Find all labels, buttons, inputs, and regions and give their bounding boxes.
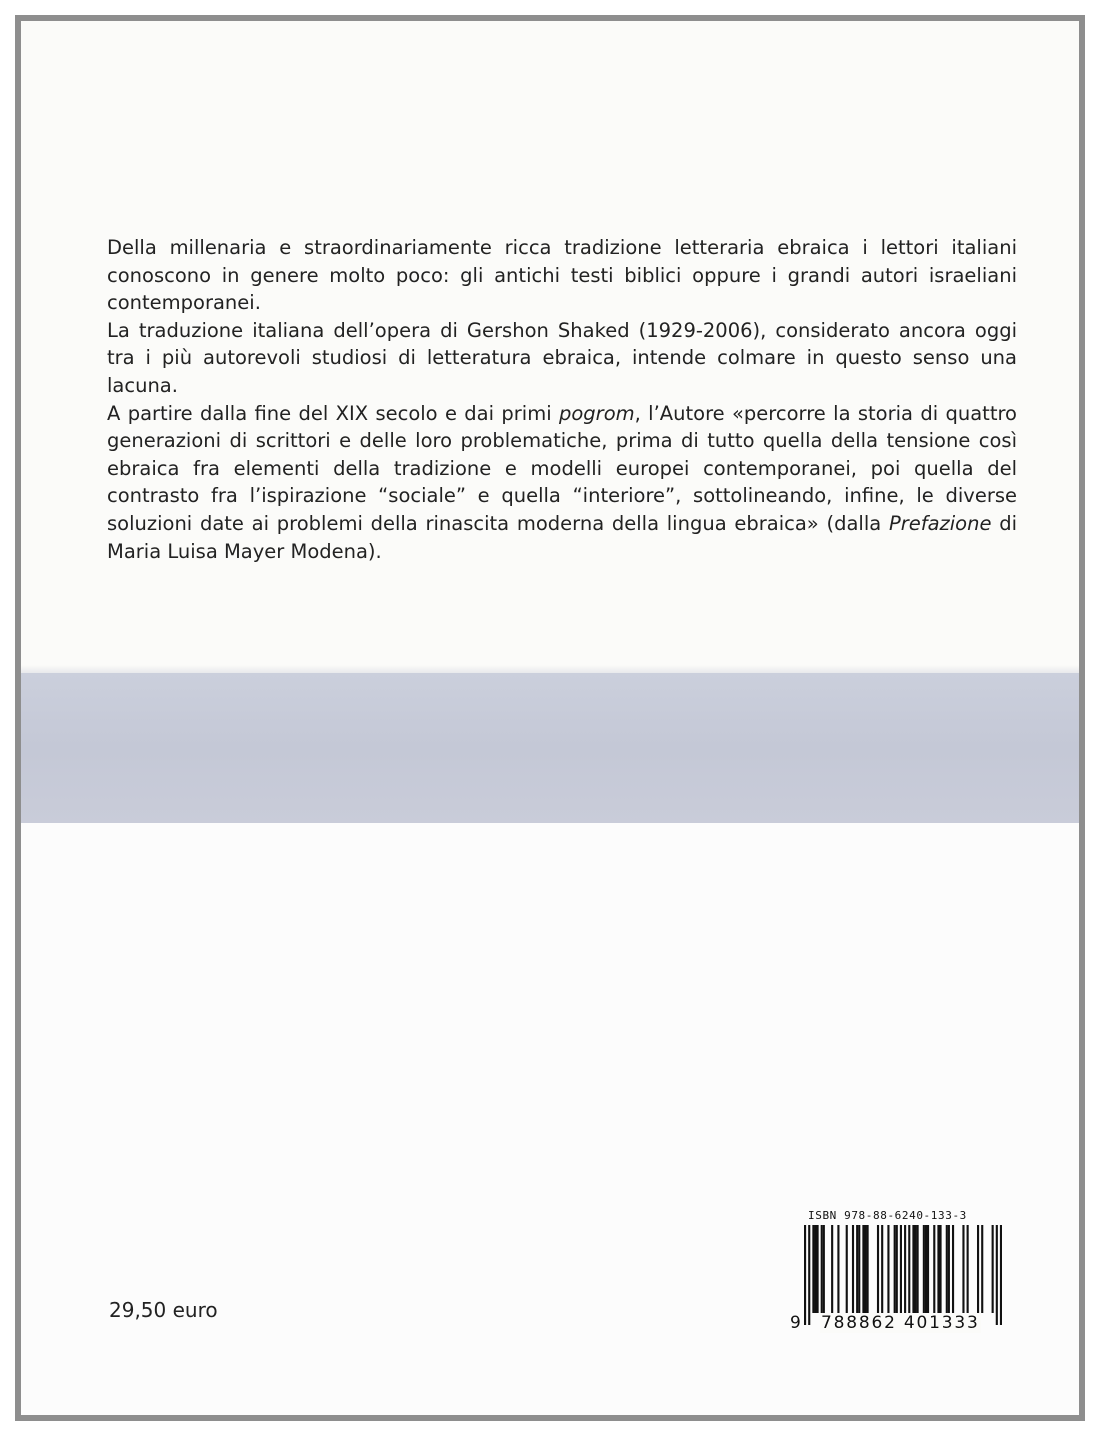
isbn-barcode (790, 1209, 1060, 1335)
barcode-bar (862, 1225, 864, 1313)
barcode-bar (852, 1225, 854, 1313)
barcode-bar (887, 1225, 889, 1313)
blurb-p3-italic2: Prefazione (888, 511, 992, 535)
barcode-bar (917, 1225, 919, 1313)
barcode-bar (908, 1225, 910, 1313)
barcode-bar (914, 1225, 916, 1313)
barcode-bar (846, 1225, 848, 1313)
isbn-label: ISBN 978-88-6240-133-3 (808, 1209, 967, 1222)
barcode-bar (877, 1225, 879, 1313)
barcode-bar (896, 1225, 898, 1313)
barcode-bar (864, 1225, 866, 1313)
barcode-bar (912, 1225, 914, 1313)
barcode-bar (858, 1225, 860, 1313)
barcode-bar (923, 1225, 925, 1313)
decorative-band (21, 673, 1079, 823)
barcode-bar (808, 1225, 810, 1325)
barcode-bar (939, 1225, 941, 1313)
barcode-digits: 788862 401333 (821, 1313, 980, 1333)
barcode-bar (946, 1225, 948, 1313)
barcode-bar (812, 1225, 814, 1313)
price-label: 29,50 euro (109, 1298, 218, 1322)
barcode-bar (894, 1225, 896, 1313)
barcode-bar (856, 1225, 858, 1313)
barcode-bar (992, 1225, 994, 1313)
blurb-p3-end: di Maria Luisa Mayer Modena). (107, 511, 1017, 563)
blurb-p3-start: A partire dalla fine del XIX secolo e dai primi (107, 401, 559, 425)
barcode-bar (881, 1225, 883, 1313)
blurb-paragraph-3 (107, 400, 1017, 566)
barcode-bar (817, 1225, 819, 1313)
blurb-p3-middle: , l’Autore «percorre la storia di quattro generazioni di scrittori e delle loro problematiche, prima di tutto quella della tensione così ebraica fra elementi della tradizione e modelli europei contemporanei, poi quella del contrasto fra l’ispirazione “sociale” e quella “interiore”, sottolineando, infine, le diverse soluzioni date ai problemi della rinascita moderna della lingua ebraica» (dalla (107, 401, 1017, 535)
barcode-bar (900, 1225, 902, 1325)
barcode-bar (867, 1225, 869, 1313)
barcode-bar (933, 1225, 935, 1313)
barcode-bar (823, 1225, 825, 1313)
barcode-bar (967, 1225, 969, 1313)
barcode-bar (996, 1225, 998, 1325)
barcode-bar (1000, 1225, 1002, 1325)
barcode-bars (804, 1225, 1002, 1325)
barcode-bar (952, 1225, 954, 1313)
barcode-bar (977, 1225, 979, 1313)
barcode-bar (837, 1225, 839, 1313)
blurb-p3-italic: pogrom (558, 401, 635, 425)
barcode-bar (927, 1225, 929, 1313)
barcode-bar (948, 1225, 950, 1313)
blurb-paragraph-1: Della millenaria e straordinariamente ricca tradizione letteraria ebraica i lettori italiani conoscono in genere molto poco: gli antichi testi biblici oppure i grandi autori israeliani contemporanei. (107, 236, 1017, 315)
barcode-bar (925, 1225, 927, 1313)
blurb-text (107, 234, 1017, 565)
barcode-bar (831, 1225, 833, 1313)
barcode-bar (814, 1225, 816, 1313)
barcode-bar (904, 1225, 906, 1325)
barcode-bar (962, 1225, 964, 1313)
barcode-bar (804, 1225, 806, 1325)
blurb-paragraph-2: La traduzione italiana dell’opera di Gershon Shaked (1929-2006), considerato ancora oggi tra i più autorevoli studiosi di letteratura ebraica, intende colmare in questo senso una lacuna. (107, 318, 1017, 397)
barcode-bar (821, 1225, 823, 1313)
barcode-bar (981, 1225, 983, 1313)
barcode-row (790, 1223, 1060, 1335)
barcode-lead-digit: 9 (790, 1313, 801, 1333)
barcode-bar (937, 1225, 939, 1313)
